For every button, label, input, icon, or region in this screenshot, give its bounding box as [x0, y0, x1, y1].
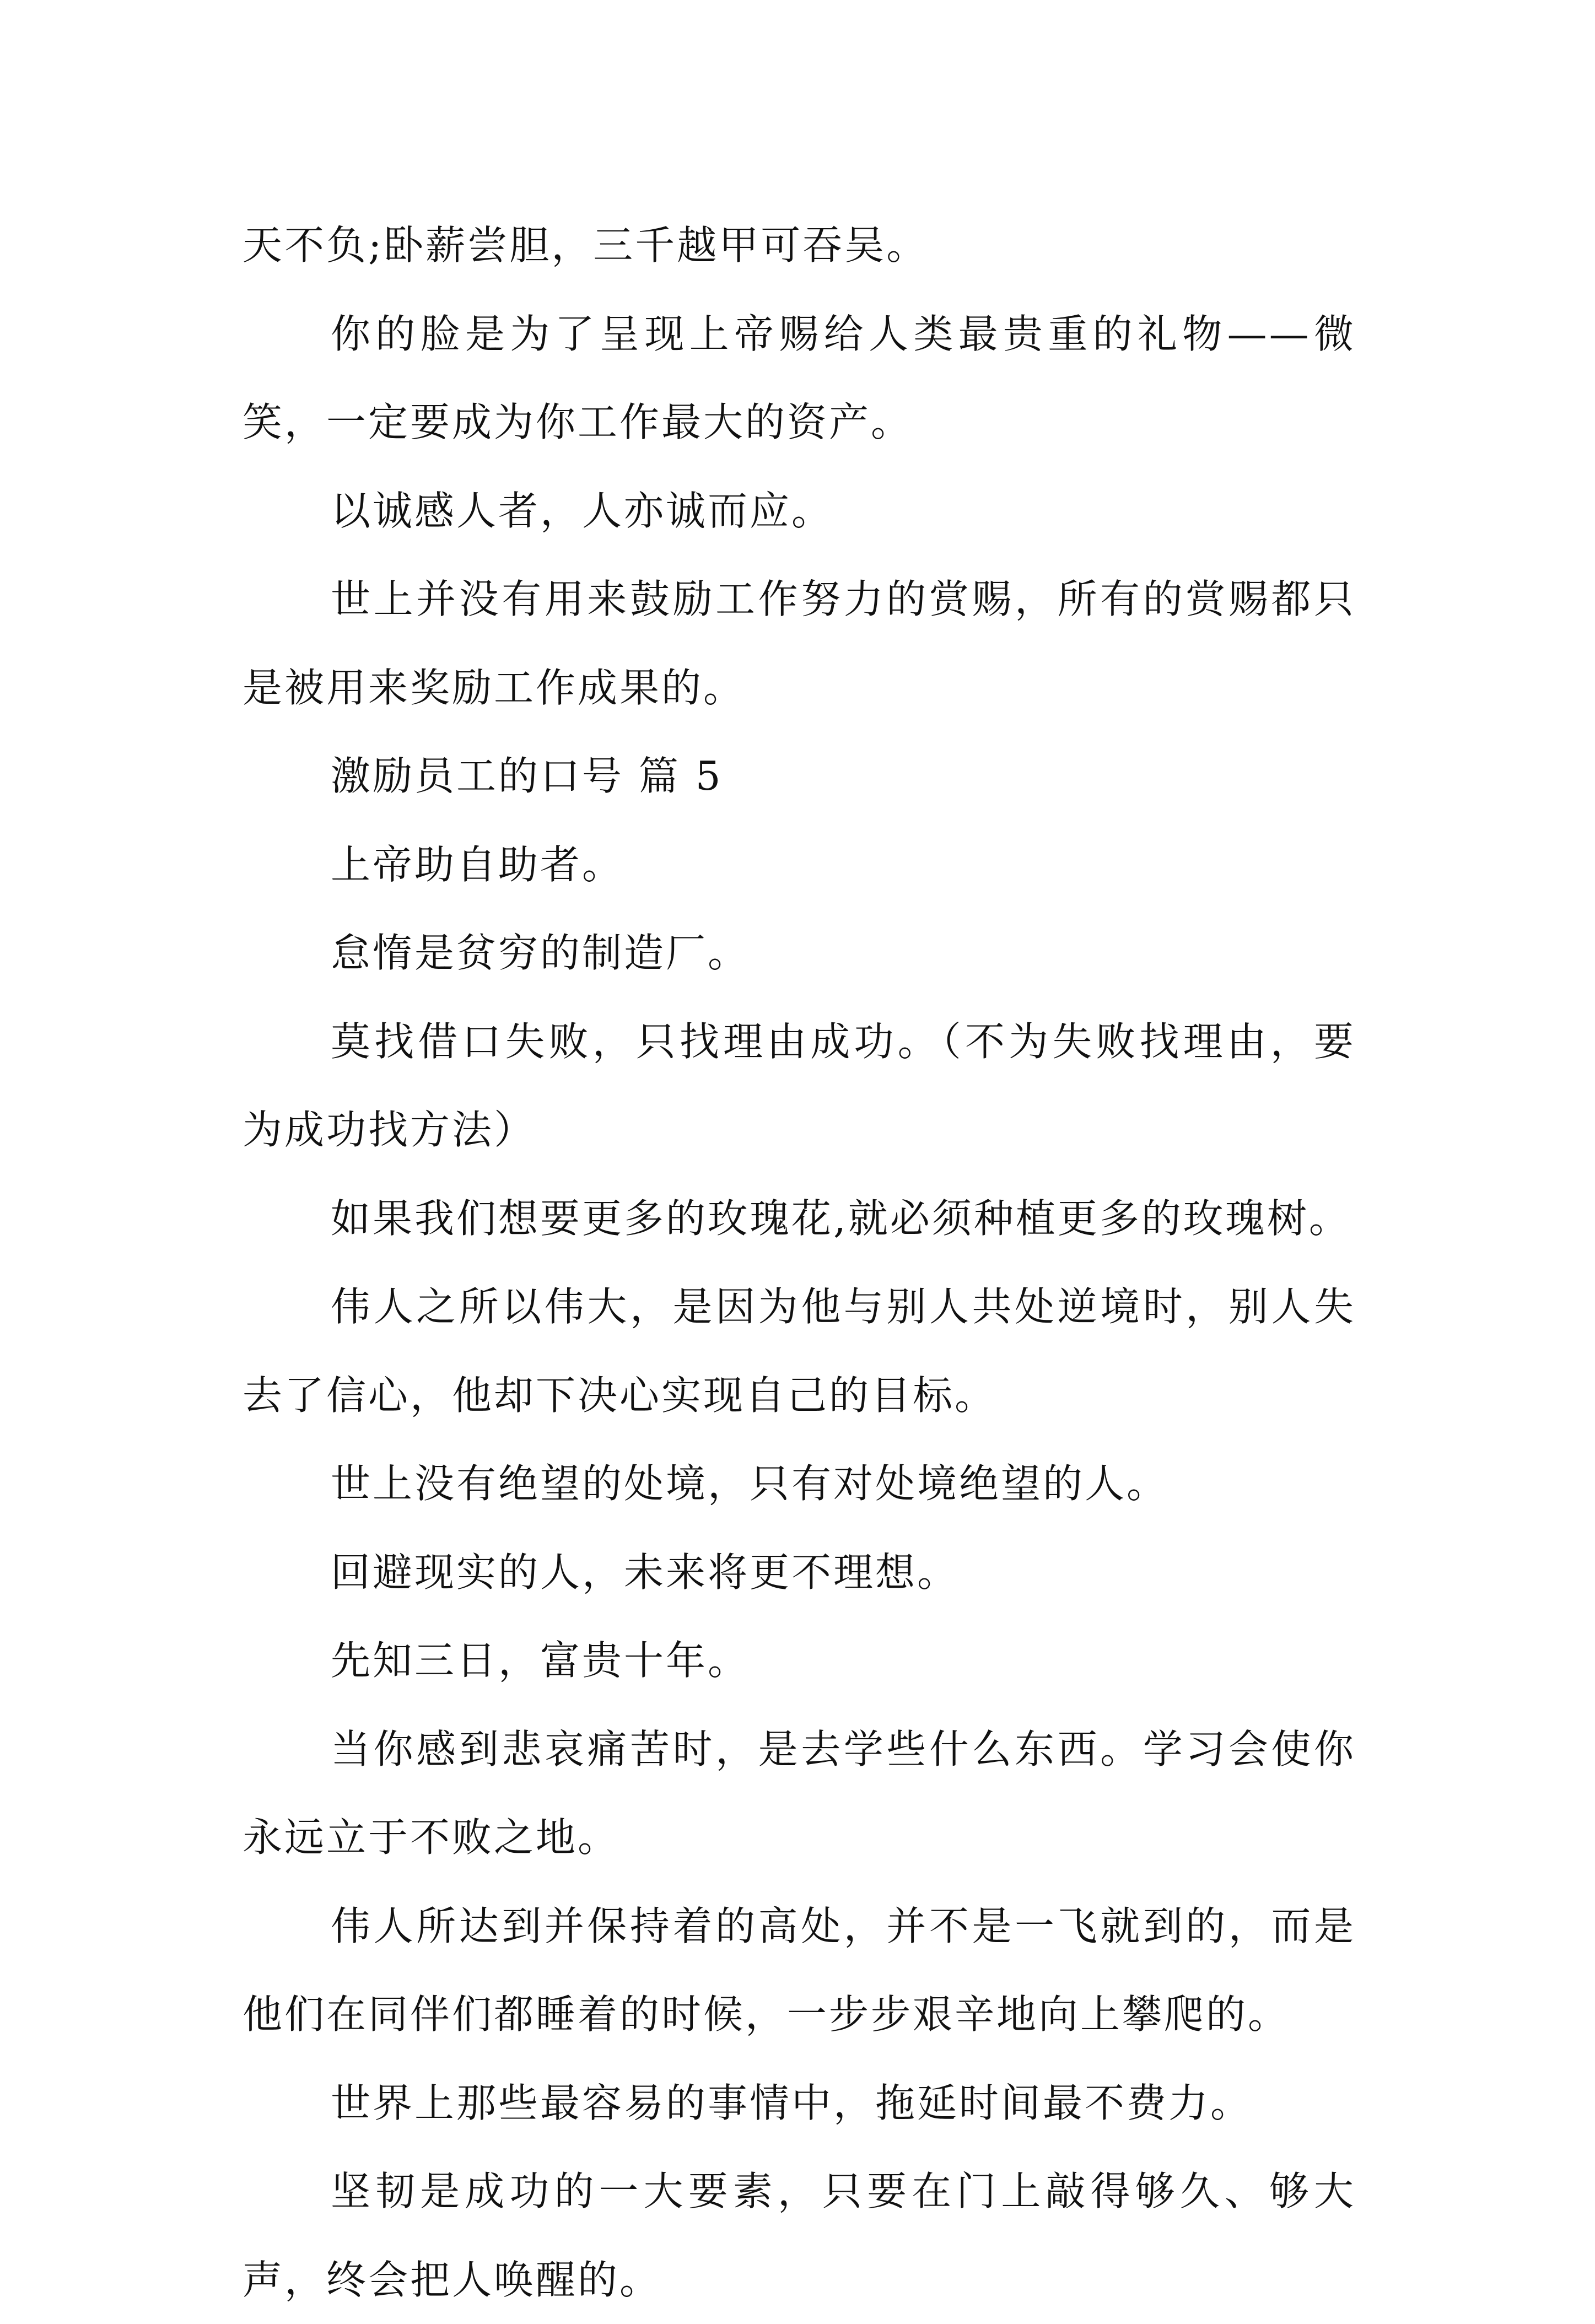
paragraph: 世上没有绝望的处境，只有对处境绝望的人。: [331, 1460, 1169, 1507]
paragraph: 坚韧是成功的一大要素，只要在门上敲得够久、够大声，终会把人唤醒的。: [243, 2168, 1356, 2303]
paragraph: 世界上那些最容易的事情中，拖延时间最不费力。: [331, 2079, 1253, 2126]
paragraph: 上帝助自助者。: [331, 841, 624, 888]
paragraph: 伟人所达到并保持着的高处，并不是一飞就到的，而是他们在同伴们都睡着的时候，一步步艰辛地向上攀爬的。: [243, 1902, 1356, 2037]
document-body: [243, 201, 1356, 2324]
paragraph: 怠惰是贫穷的制造厂。: [331, 930, 750, 976]
paragraph: 如果我们想要更多的玫瑰花,就必须种植更多的玫瑰树。: [331, 1195, 1351, 1242]
paragraph: 回避现实的人，未来将更不理想。: [331, 1549, 960, 1595]
paragraph: 先知三日，富贵十年。: [331, 1637, 750, 1684]
paragraph: 莫找借口失败，只找理由成功。（不为失败找理由，要为成功找方法）: [243, 1018, 1356, 1153]
paragraph: 当你感到悲哀痛苦时，是去学些什么东西。学习会使你永远立于不败之地。: [243, 1726, 1356, 1861]
paragraph: 世上并没有用来鼓励工作努力的赏赐，所有的赏赐都只是被用来奖励工作成果的。: [243, 576, 1356, 711]
paragraph: 你的脸是为了呈现上帝赐给人类最贵重的礼物——微笑，一定要成为你工作最大的资产。: [243, 310, 1356, 445]
paragraph: 伟人之所以伟大，是因为他与别人共处逆境时，别人失去了信心，他却下决心实现自己的目标。: [243, 1284, 1356, 1419]
section-heading: 激励员工的口号 篇 5: [331, 753, 723, 799]
paragraph-continuation: 天不负;卧薪尝胆，三千越甲可吞吴。: [243, 222, 929, 268]
paragraph: 以诚感人者，人亦诚而应。: [331, 487, 834, 534]
